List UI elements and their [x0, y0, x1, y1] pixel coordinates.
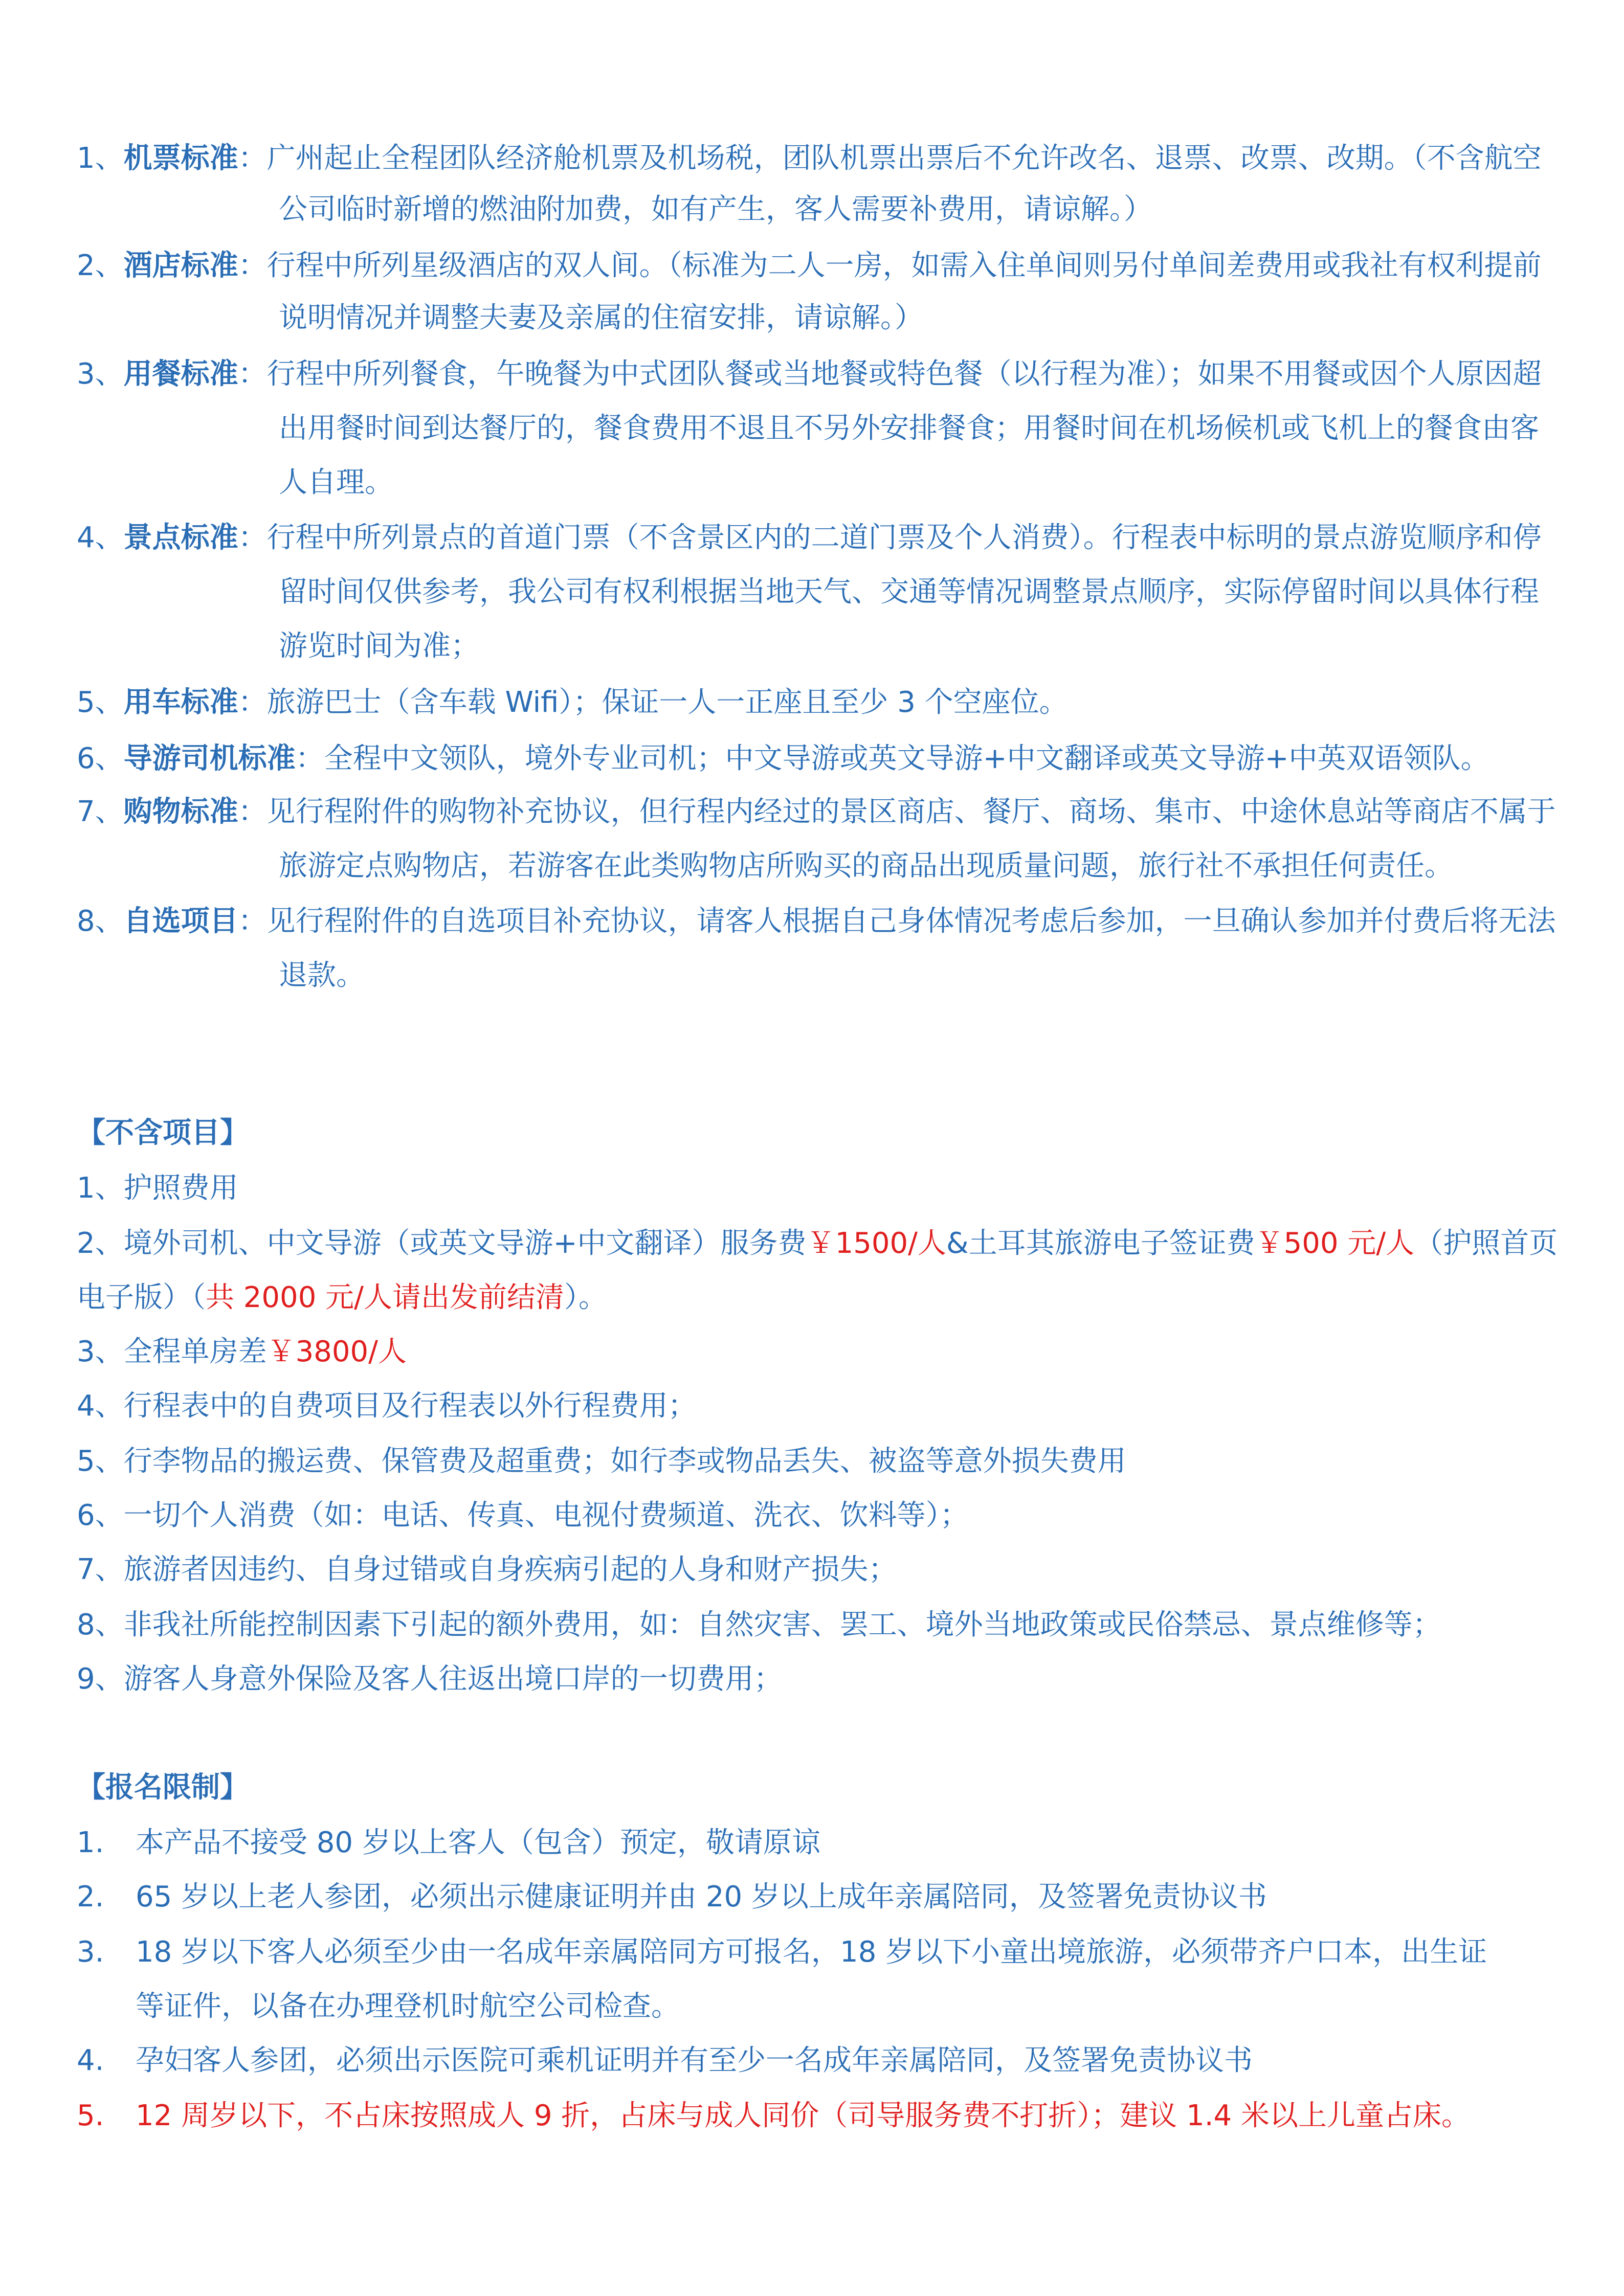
standard-3-line-3: 人自理。 — [279, 466, 393, 499]
restriction-item-4: 4. 孕妇客人参团，必须出示医院可乘机证明并有至少一名成年亲属陪同，及签署免责协议书 — [77, 2044, 1253, 2077]
standard-7-line-1: 7、购物标准：见行程附件的购物补充协议，但行程内经过的景区商店、餐厅、商场、集市、中途休息站等商店不属于 — [77, 795, 1556, 828]
standard-5-line-1: 5、用车标准：旅游巴士（含车载 Wifi）；保证一人一正座且至少 3 个空座位。 — [77, 686, 1068, 719]
standard-1-line-1: 1、机票标准：广州起止全程团队经济舱机票及机场税，团队机票出票后不允许改名、退票、改票、改期。（不含航空 — [77, 142, 1542, 175]
restriction-item-3-line-1: 3. 18 岁以下客人必须至少由一名成年亲属陪同方可报名，18 岁以下小童出境旅游，必须带齐户口本，出生证 — [77, 1935, 1487, 1969]
exclusion-item-2-line-1: 2、境外司机、中文导游（或英文导游+中文翻译）服务费￥1500/人&土耳其旅游电子签证费￥500 元/人（护照首页 — [77, 1227, 1558, 1260]
standard-4-line-3: 游览时间为准； — [279, 629, 479, 663]
exclusion-item-6: 6、一切个人消费（如：电话、传真、电视付费频道、洗衣、饮料等）； — [77, 1499, 969, 1532]
restriction-item-2: 2. 65 岁以上老人参团，必须出示健康证明并由 20 岁以上成年亲属陪同，及签署免责协议书 — [77, 1880, 1267, 1914]
standard-8-line-1: 8、自选项目：见行程附件的自选项目补充协议，请客人根据自己身体情况考虑后参加，一旦确认参加并付费后将无法 — [77, 905, 1556, 938]
standard-label: 购物标准 — [123, 795, 238, 828]
standard-4-line-2: 留时间仅供参考，我公司有权利根据当地天气、交通等情况调整景点顺序，实际停留时间以具体行程 — [279, 575, 1539, 609]
restrictions-heading: 【报名限制】 — [77, 1771, 249, 1804]
standard-6-line-1: 6、导游司机标准：全程中文领队，境外专业司机；中文导游或英文导游+中文翻译或英文导游+中英双语领队。 — [77, 742, 1489, 775]
price-highlight: ￥1500/人 — [806, 1227, 946, 1260]
restriction-item-1: 1. 本产品不接受 80 岁以上客人（包含）预定，敬请原谅 — [77, 1826, 820, 1859]
standard-label: 酒店标准 — [123, 249, 238, 282]
standard-label: 自选项目 — [123, 905, 238, 938]
standard-4-line-1: 4、景点标准：行程中所列景点的首道门票（不含景区内的二道门票及个人消费）。行程表中标明的景点游览顺序和停 — [77, 521, 1542, 554]
price-highlight: ￥500 元/人 — [1255, 1227, 1415, 1260]
standard-label: 导游司机标准 — [123, 742, 296, 775]
price-highlight: 共 2000 元/人请出发前结清 — [206, 1281, 564, 1314]
standard-label: 机票标准 — [123, 142, 238, 175]
exclusion-item-8: 8、非我社所能控制因素下引起的额外费用，如：自然灾害、罢工、境外当地政策或民俗禁忌、景点维修等； — [77, 1608, 1441, 1641]
standard-label: 景点标准 — [123, 521, 238, 554]
standard-label: 用车标准 — [123, 686, 238, 719]
standard-3-line-1: 3、用餐标准：行程中所列餐食，午晚餐为中式团队餐或当地餐或特色餐（以行程为准）；如果不用餐或因个人原因超 — [77, 357, 1542, 391]
standard-2-line-2: 说明情况并调整夫妻及亲属的住宿安排，请谅解。） — [279, 301, 923, 334]
exclusion-item-7: 7、旅游者因违约、自身过错或自身疾病引起的人身和财产损失； — [77, 1553, 897, 1586]
exclusion-item-2-line-2: 电子版）（共 2000 元/人请出发前结清）。 — [77, 1281, 607, 1314]
exclusion-item-3: 3、全程单房差￥3800/人 — [77, 1335, 407, 1368]
standard-label: 用餐标准 — [123, 357, 238, 391]
exclusion-item-9: 9、游客人身意外保险及客人往返出境口岸的一切费用； — [77, 1662, 783, 1696]
price-highlight: ￥3800/人 — [266, 1335, 407, 1368]
standard-3-line-2: 出用餐时间到达餐厅的，餐食费用不退且不另外安排餐食；用餐时间在机场候机或飞机上的餐食由客 — [279, 412, 1539, 445]
restriction-item-3-line-2: 等证件，以备在办理登机时航空公司检查。 — [136, 1990, 680, 2023]
exclusion-item-4: 4、行程表中的自费项目及行程表以外行程费用； — [77, 1389, 697, 1423]
standard-2-line-1: 2、酒店标准：行程中所列星级酒店的双人间。（标准为二人一房，如需入住单间则另付单间差费用或我社有权利提前 — [77, 249, 1542, 282]
standard-7-line-2: 旅游定点购物店，若游客在此类购物店所购买的商品出现质量问题，旅行社不承担任何责任。 — [279, 849, 1453, 883]
exclusions-heading: 【不含项目】 — [77, 1116, 249, 1150]
standard-8-line-2: 退款。 — [279, 959, 365, 992]
standard-1-line-2: 公司临时新增的燃油附加费，如有产生，客人需要补费用，请谅解。） — [279, 193, 1152, 226]
exclusion-item-1: 1、护照费用 — [77, 1172, 238, 1205]
exclusion-item-5: 5、行李物品的搬运费、保管费及超重费；如行李或物品丢失、被盗等意外损失费用 — [77, 1445, 1126, 1478]
restriction-item-5: 5. 12 周岁以下，不占床按照成人 9 折，占床与成人同价（司导服务费不打折）；建议 1.4 米以上儿童占床。 — [77, 2099, 1470, 2132]
